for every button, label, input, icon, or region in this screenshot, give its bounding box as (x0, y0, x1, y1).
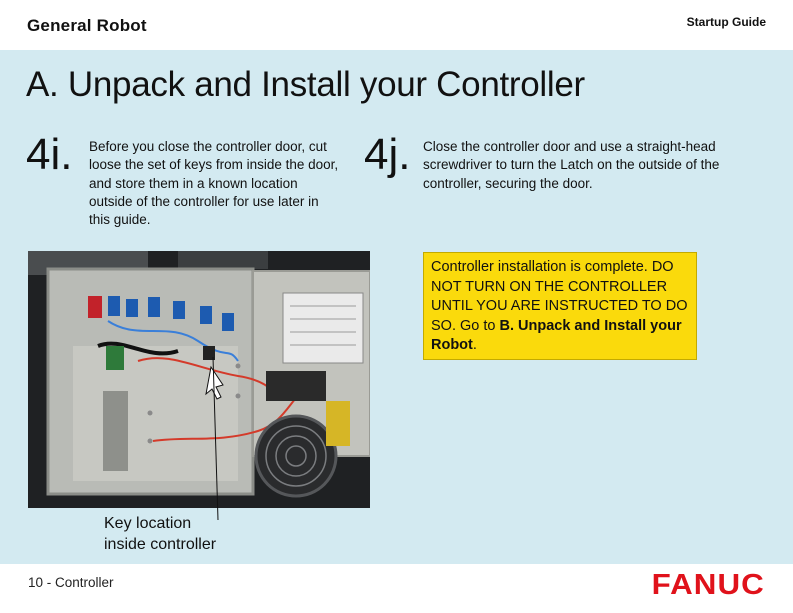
notice-text: Controller installation is complete. DO NOT TURN ON THE CONTROLLER UNTIL YOU ARE INSTRUCTED TO DO SO. Go to (431, 259, 688, 334)
photo-caption-line1: Key location (104, 515, 192, 532)
page-title: A. Unpack and Install your Controller (26, 65, 585, 104)
notice-link: B. Unpack and Install your Robot (431, 317, 682, 353)
brand-name: General Robot (27, 16, 147, 35)
installation-complete-notice (423, 252, 697, 360)
notice-suffix: . (472, 337, 477, 353)
page-header (0, 0, 793, 50)
step-4j-number: 4j. (364, 130, 411, 179)
photo-caption (104, 513, 216, 555)
photo-caption-line2: inside controller (104, 536, 217, 553)
step-4i-text: Before you close the controller door, cut loose the set of keys from inside the door, and store them in a known location outside of the controller for use later in this guide. (89, 139, 339, 228)
step-4j-text: Close the controller door and use a straight-head screwdriver to turn the Latch on the outside of the controller, securing the door. (423, 139, 720, 191)
page-footer (0, 564, 793, 613)
page-number: 10 - Controller (28, 575, 114, 590)
fanuc-logo: FANUC (651, 569, 765, 601)
guide-label: Startup Guide (686, 15, 766, 29)
content-panel (0, 50, 793, 564)
controller-photo (28, 251, 370, 508)
step-4i-number: 4i. (26, 130, 73, 179)
